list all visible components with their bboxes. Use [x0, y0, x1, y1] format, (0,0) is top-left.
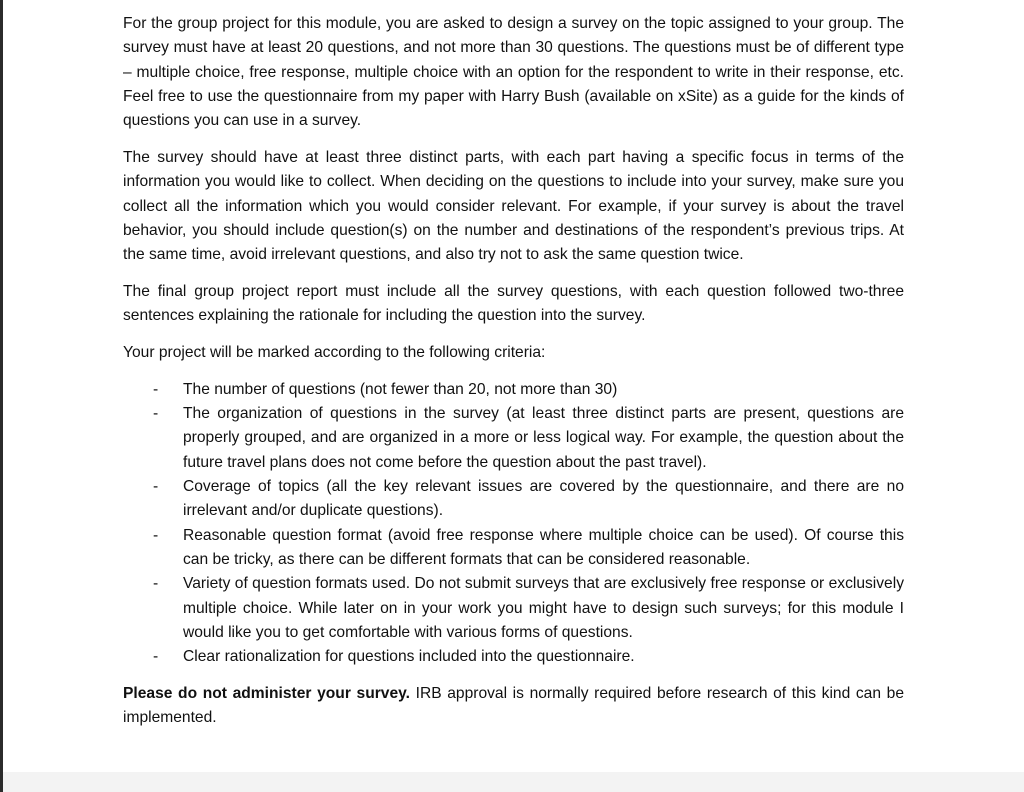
criteria-text: Reasonable question format (avoid free response where multiple choice can be used). Of course this can be tricky, as there can be different formats that can be considered reasonable. [183, 526, 904, 568]
list-bullet: - [153, 380, 159, 398]
paragraph-survey-parts: The survey should have at least three distinct parts, with each part having a specific focus in terms of the information you would like to collect. When deciding on the questions to include into your survey, make sure you collect all the information which you would consider relevant. For example, if your survey is about the travel behavior, you should include question(s) on the number and destinations of the respondent’s previous trips. At the same time, avoid irrelevant questions, and also try not to ask the same question twice. [123, 148, 904, 264]
criteria-text: Clear rationalization for questions included into the questionnaire. [183, 648, 635, 666]
criteria-text: The organization of questions in the survey (at least three distinct parts are present, questions are properly grouped, and are organized in a more or less logical way. For example, the question about the future travel plans does not come before the question about the past travel). [183, 405, 904, 471]
window-left-edge [0, 0, 3, 792]
criteria-item-number-of-questions [123, 378, 904, 402]
list-bullet: - [153, 526, 159, 544]
criteria-list [123, 378, 904, 670]
criteria-text: Variety of question formats used. Do not submit surveys that are exclusively free response or exclusively multiple choice. While later on in your work you might have to design such surveys; for this module I would like you to get comfortable with various forms of questions. [183, 575, 904, 641]
paragraph-closing [123, 682, 904, 731]
list-bullet: - [153, 575, 159, 593]
criteria-item-organization [123, 402, 904, 475]
criteria-item-question-format [123, 524, 904, 573]
paragraph-intro: For the group project for this module, you are asked to design a survey on the topic assigned to your group. The survey must have at least 20 questions, and not more than 30 questions. The questions must be of different type – multiple choice, free response, multiple choice with an option for the respondent to write in their response, etc. Feel free to use the questionnaire from my paper with Harry Bush (available on xSite) as a guide for the kinds of questions you can use in a survey. [123, 15, 904, 130]
closing-text: IRB approval is normally required before research of this kind can be implemented. [123, 684, 904, 727]
closing-warning-bold: Please do not administer your survey. [123, 684, 410, 702]
criteria-text: Coverage of topics (all the key relevant issues are covered by the questionnaire, and there are no irrelevant and/or duplicate questions). [183, 478, 904, 520]
criteria-item-coverage [123, 475, 904, 524]
page-bottom-band [3, 772, 1024, 792]
paragraph-report-requirements: The final group project report must include all the survey questions, with each question followed two-three sentences explaining the rationale for including the question into the survey. [123, 282, 904, 325]
list-bullet: - [153, 648, 159, 666]
criteria-item-rationalization [123, 645, 904, 669]
document-page [123, 12, 904, 743]
paragraph-criteria-intro: Your project will be marked according to the following criteria: [123, 344, 546, 362]
criteria-item-format-variety [123, 572, 904, 645]
list-bullet: - [153, 478, 159, 496]
criteria-text: The number of questions (not fewer than 20, not more than 30) [183, 380, 618, 398]
list-bullet: - [153, 405, 159, 423]
